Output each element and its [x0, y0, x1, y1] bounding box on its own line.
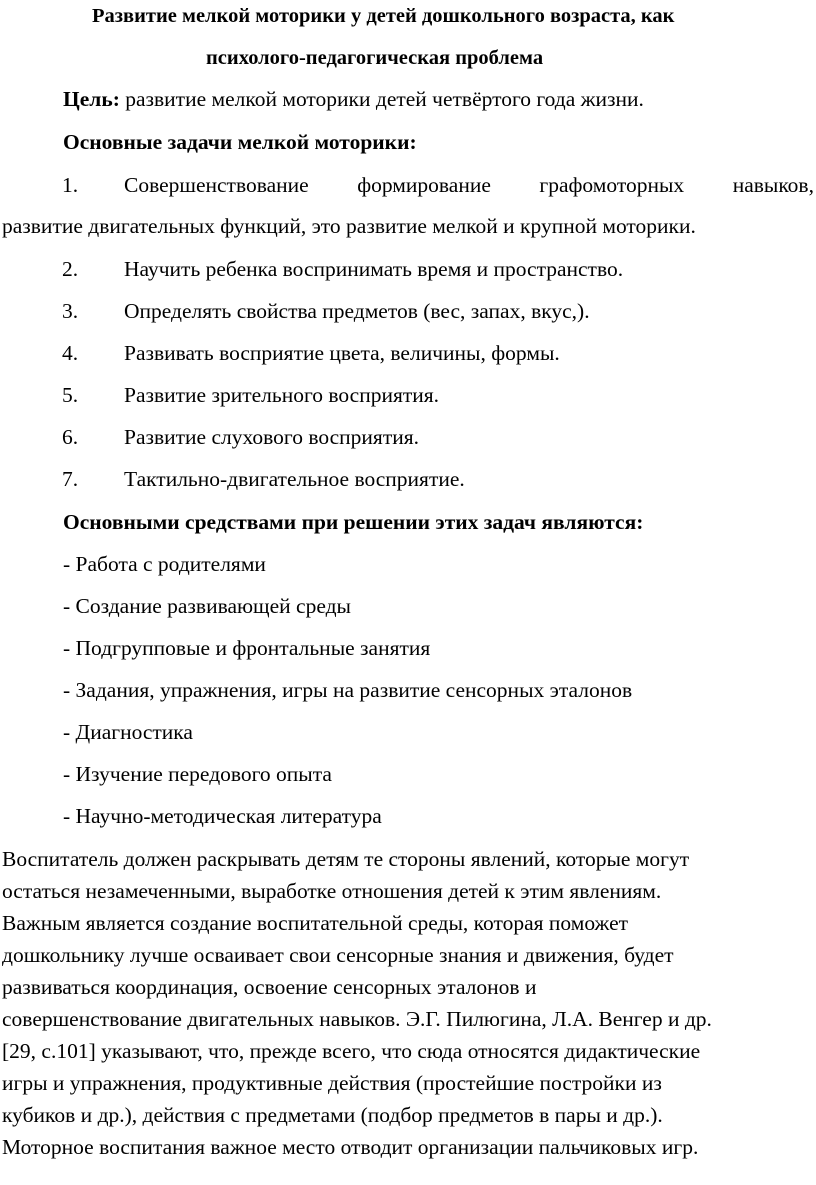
paragraph-line: игры и упражнения, продуктивные действия (простейшие постройки из — [2, 1071, 662, 1095]
task-number: 7. — [62, 467, 79, 491]
tasks-heading: Основные задачи мелкой моторики: — [63, 130, 417, 154]
paragraph-line: совершенствование двигательных навыков. Э.Г. Пилюгина, Л.А. Венгер и др. — [2, 1007, 712, 1031]
task-text: Развивать восприятие цвета, величины, формы. — [124, 341, 560, 365]
paragraph-line: Моторное воспитания важное место отводит организации пальчиковых игр. — [2, 1135, 699, 1159]
means-item: - Подгрупповые и фронтальные занятия — [63, 636, 431, 660]
task-1-word: Совершенствование — [124, 173, 309, 197]
paragraph-line: Воспитатель должен раскрывать детям те стороны явлений, которые могут — [2, 847, 690, 871]
task-1-word: графомоторных — [539, 173, 685, 197]
task-number: 4. — [62, 341, 79, 365]
means-item: - Научно-методическая литература — [63, 804, 382, 828]
means-item: - Задания, упражнения, игры на развитие сенсорных эталонов — [63, 678, 633, 702]
task-text: Определять свойства предметов (вес, запах, вкус,). — [124, 299, 590, 323]
means-item: - Изучение передового опыта — [63, 762, 332, 786]
paragraph-line: развиваться координация, освоение сенсорных эталонов и — [2, 975, 537, 999]
paragraph-line: [29, с.101] указывают, что, прежде всего, что сюда относятся дидактические — [2, 1039, 701, 1063]
task-number: 6. — [62, 425, 79, 449]
title-line-2: психолого-педагогическая проблема — [206, 47, 544, 69]
task-1-first-line — [124, 175, 814, 197]
task-1-continuation: развитие двигательных функций, это развитие мелкой и крупной моторики. — [2, 214, 696, 238]
means-item: - Создание развивающей среды — [63, 594, 351, 618]
paragraph-line: Важным является создание воспитательной среды, которая поможет — [2, 911, 629, 935]
task-number: 2. — [62, 257, 79, 281]
means-heading: Основными средствами при решении этих задач являются: — [63, 510, 644, 534]
task-number: 5. — [62, 383, 79, 407]
task-text: Тактильно-двигательное восприятие. — [124, 467, 465, 491]
task-1-word: формирование — [357, 173, 491, 197]
paragraph-line: остаться незамеченными, выработке отношения детей к этим явлениям. — [2, 879, 662, 903]
goal-label: Цель: — [63, 87, 120, 111]
means-item: - Работа с родителями — [63, 552, 266, 576]
title-line-1: Развитие мелкой моторики у детей дошкольного возраста, как — [92, 5, 675, 27]
goal-line — [63, 89, 644, 111]
paragraph-line: дошкольнику лучше осваивает свои сенсорные знания и движения, будет — [2, 943, 674, 967]
means-item: - Диагностика — [63, 720, 193, 744]
task-number: 3. — [62, 299, 79, 323]
task-1-word: навыков, — [732, 173, 814, 197]
task-text: Научить ребенка воспринимать время и пространство. — [124, 257, 624, 281]
task-text: Развитие зрительного восприятия. — [124, 383, 440, 407]
paragraph-line: кубиков и др.), действия с предметами (подбор предметов в пары и др.). — [2, 1103, 663, 1127]
task-text: Развитие слухового восприятия. — [124, 425, 419, 449]
task-number: 1. — [62, 173, 79, 197]
goal-text: развитие мелкой моторики детей четвёртого года жизни. — [119, 87, 644, 111]
